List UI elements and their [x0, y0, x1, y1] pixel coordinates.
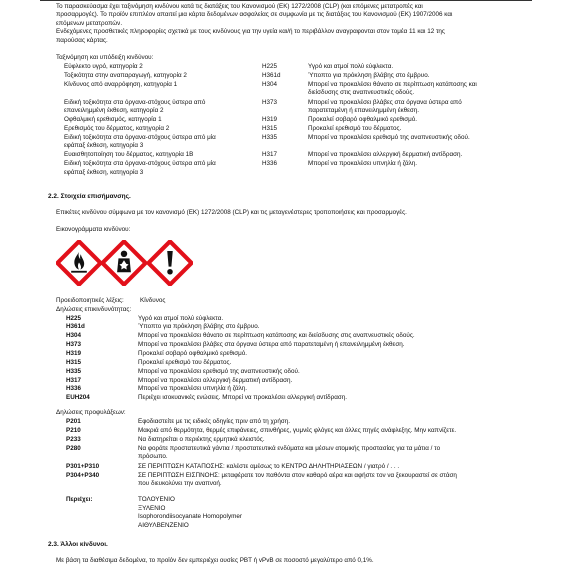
- table-row: [0, 72, 570, 80]
- table-row: [0, 107, 570, 115]
- contains-label: Περιέχει:: [66, 496, 93, 503]
- list-item: [0, 385, 570, 393]
- table-row: [0, 99, 570, 107]
- list-item: [0, 445, 570, 453]
- health-hazard-icon: [101, 240, 147, 286]
- table-row: [0, 160, 570, 168]
- other-hazards-text: Με βάση τα διαθέσιμα δεδομένα, το προϊόν δεν εμπεριέχει ουσίες PBT ή vPvB σε ποσοστό μεγαλύτερο από 0,1%.: [56, 557, 374, 564]
- classification-heading: Ταξινόμηση και υπόδειξη κινδύνου:: [56, 54, 154, 61]
- list-item: [0, 315, 570, 323]
- hazard-text: Μπορεί να προκαλέσει υπνηλία ή ζάλη.: [308, 160, 418, 167]
- hazard-text: Μπορεί να προκαλέσει υπνηλία ή ζάλη.: [138, 385, 248, 392]
- category-text: Ειδική τοξικότητα στα όργανα-στόχους ύστερα από μία: [64, 160, 216, 167]
- hazard-code: H317: [66, 377, 82, 384]
- precaution-code: P304+P340: [66, 472, 100, 479]
- category-text: Ειδική τοξικότητα στα όργανα-στόχους ύστερα από: [64, 99, 206, 106]
- signal-word-label: Προειδοποιητικές λέξεις:: [56, 297, 124, 304]
- precaution-text: ΣΕ ΠΕΡΙΠΤΩΣΗ ΚΑΤΑΠΟΣΗΣ: καλέστε αμέσως το ΚΕΝΤΡΟ ΔΗΛΗΤΗΡΙΑΣΕΩΝ / γιατρό / . . .: [138, 463, 400, 470]
- hazard-code: H304: [262, 81, 278, 88]
- precaution-text: Μακριά από θερμότητα, θερμές επιφάνειες, σπινθήρες, γυμνές φλόγες και άλλες πηγές ανάφλεξης. Μην καπνίζετε.: [138, 427, 457, 434]
- hazard-text: Προκαλεί ερεθισμό του δέρματος.: [138, 359, 232, 366]
- category-text: Οφθαλμική ερεθισμός, κατηγορία 1: [64, 116, 162, 123]
- hazard-text: Μπορεί να προκαλέσει αλλεργική δερματική αντίδραση.: [308, 151, 463, 158]
- precaution-text: Εφοδιαστείτε με τις ειδικές οδηγίες πριν από τη χρήση.: [138, 418, 291, 425]
- table-row: [0, 134, 570, 142]
- category-text: Εύφλεκτο υγρό, κατηγορία 2: [64, 63, 143, 70]
- exclamation-icon: [147, 240, 193, 286]
- hazard-text: Προκαλεί σοβαρό οφθαλμικό ερεθισμό.: [308, 116, 418, 123]
- precaution-text: Να διατηρείται ο περιέκτης ερμητικά κλειστός.: [138, 436, 265, 443]
- hazard-text: Ύποπτο για πρόκληση βλάβης στο έμβρυο.: [138, 323, 260, 330]
- hazard-code: H304: [66, 332, 82, 339]
- table-row: [0, 116, 570, 124]
- hazard-code: H225: [262, 63, 278, 70]
- labelling-intro: Επικέτες κινδύνου σύμφωνα με τον κανονισμό (ΕΚ) 1272/2008 (CLP) και τις μεταγενέστερες τροποποιήσεις και προσαρμογές.: [56, 209, 407, 216]
- hazard-code: H225: [66, 315, 82, 322]
- list-item: [0, 323, 570, 331]
- category-text: εφάπαξ έκθεση, κατηγορία 3: [64, 142, 144, 149]
- hazard-text: Μπορεί να προκαλέσει βλάβες στα όργανα ύστερα από: [308, 99, 462, 106]
- hazard-code: H361d: [66, 323, 85, 330]
- table-row: [0, 169, 570, 177]
- category-text: Τοξικότητα στην αναπαραγωγή, κατηγορία 2: [64, 72, 187, 79]
- top-rule: [40, 0, 532, 1]
- section-2-3-title: 2.3. Άλλοι κίνδυνοι.: [48, 541, 108, 548]
- precaution-code: P201: [66, 418, 81, 425]
- list-item: [0, 463, 570, 471]
- category-text: Ερεθισμός του δέρματος, κατηγορία 2: [64, 125, 170, 132]
- table-row: [0, 125, 570, 133]
- precaution-code: P301+P310: [66, 463, 100, 470]
- list-item: [0, 341, 570, 349]
- list-item: [0, 368, 570, 376]
- hazard-code: H373: [66, 341, 82, 348]
- hazard-code: EUH204: [66, 394, 90, 401]
- list-item: [0, 427, 570, 435]
- precaution-text: Να φοράτε προστατευτικά γάντια / προστατευτικά ενδύματα και μέσων ατομικής προστασίας για τα μάτια / το: [138, 445, 441, 452]
- pictograms-label: Εικονογράμματα κινδύνου:: [56, 226, 131, 233]
- precaution-text: που διευκολύνει την αναπνοή.: [138, 480, 222, 487]
- hazard-code: H317: [262, 151, 278, 158]
- table-row: [0, 142, 570, 150]
- list-item: [0, 359, 570, 367]
- hazard-text: Μπορεί να προκαλέσει βλάβες στα όργανα ύστερα από παρατεταμένη ή επανειλημμένη έκθεση.: [138, 341, 405, 348]
- intro-line: Ενδεχόμενες προσθετικές πληροφορίες σχετικά με τους κινδύνους για την υγεία και/ή το περιβάλλον αναγραφονται στον τομέα 11 και 12 της: [56, 28, 445, 36]
- list-item: [0, 332, 570, 340]
- hazard-text: Μπορεί να προκαλέσει ερεθισμό της αναπνευστικής οδού.: [308, 134, 470, 141]
- precaution-text: ΣΕ ΠΕΡΙΠΤΩΣΗ ΕΙΣΠΝΟΗΣ: μεταφέρατε τον παθόντα στον καθαρό αέρα και αφήστε τον να ξεκουραστεί σε στάση: [138, 472, 457, 479]
- list-item: [0, 472, 570, 480]
- hazard-code: H315: [262, 125, 278, 132]
- category-text: Κίνδυνος από αναρρόφηση, κατηγορία 1: [64, 81, 178, 88]
- hazard-code: H335: [262, 134, 278, 141]
- intro-line: επόμενων μετατροπών.: [56, 19, 123, 27]
- hazard-code: H361d: [262, 72, 281, 79]
- flame-icon: [56, 240, 102, 286]
- table-row: [0, 81, 570, 89]
- category-text: Ευαισθητοποίηση του δέρματος, κατηγορία 1B: [64, 151, 194, 158]
- list-item: [0, 418, 570, 426]
- hazard-text: Προκαλεί σοβαρό οφθαλμικό ερεθισμό.: [138, 350, 248, 357]
- signal-word: Κίνδυνος: [140, 297, 166, 304]
- ingredient: Isophorondiisocyanate Homopolymer: [138, 513, 242, 520]
- ingredient: ΞΥΛΕΝΙΟ: [138, 505, 166, 512]
- hazard-text: Προκαλεί ερεθισμό του δέρματος.: [308, 125, 402, 132]
- category-text: εφάπαξ έκθεση, κατηγορία 3: [64, 169, 144, 176]
- hazard-text: Υγρό και ατμοί πολύ εύφλεκτα.: [308, 63, 394, 70]
- intro-line: προσαρμογές). Το προϊόν επιπλέον απαιτεί μια κάρτα δεδομένων ασφαλείας σε συμφωνία με τις διατάξεις του Κανονισμού (ΕΚ) 1907/2006 και: [56, 11, 453, 19]
- list-item: [0, 350, 570, 358]
- hazard-text: Υγρό και ατμοί πολύ εύφλεκτα.: [138, 315, 224, 322]
- hazard-code: H336: [262, 160, 278, 167]
- list-item: [0, 453, 570, 461]
- precaution-code: P233: [66, 436, 81, 443]
- precaution-code: P210: [66, 427, 81, 434]
- intro-line: παρούσας κάρτας.: [56, 36, 108, 44]
- table-row: [0, 63, 570, 71]
- hazard-code: H319: [66, 350, 82, 357]
- table-row: [0, 151, 570, 159]
- hazard-code: H335: [66, 368, 82, 375]
- hazard-statements-heading: Δηλώσεις επικινδυνότητας:: [56, 306, 132, 313]
- precautionary-statements-heading: Δηλώσεις προφυλάξεων:: [56, 409, 126, 416]
- hazard-code: H315: [66, 359, 82, 366]
- table-row: [0, 89, 570, 97]
- hazard-code: H336: [66, 385, 82, 392]
- hazard-text: διείσδυσης στις αναπνευστικές οδούς.: [308, 89, 415, 96]
- hazard-text: παρατεταμένη ή επανειλημμένη έκθεση.: [308, 107, 420, 114]
- hazard-text: Μπορεί να προκαλέσει ερεθισμό της αναπνευστικής οδού.: [138, 368, 300, 375]
- list-item: [0, 480, 570, 488]
- hazard-text: Ύποπτο για πρόκληση βλάβης στο έμβρυο.: [308, 72, 430, 79]
- list-item: [0, 436, 570, 444]
- category-text: Ειδική τοξικότητα στα όργανα-στόχους ύστερα από μία: [64, 134, 216, 141]
- list-item: [0, 394, 570, 402]
- hazard-text: Μπορεί να προκαλέσει αλλεργική δερματική αντίδραση.: [138, 377, 293, 384]
- category-text: επανειλημμένη έκθεση, κατηγορία 2: [64, 107, 164, 114]
- intro-line: Το παρασκεύασμα έχει ταξινόμηση κινδύνου κατά τις διατάξεις του Κανονισμού (ΕΚ) 1272/2008 (CLP) (και επόμενες μετατροπές και: [56, 3, 423, 10]
- ingredient: ΤΟΛΟΥΕΝΙΟ: [138, 496, 175, 503]
- section-2-2-title: 2.2. Στοιχεία επισήμανσης.: [48, 193, 131, 200]
- list-item: [0, 377, 570, 385]
- hazard-text: Μπορεί να προκαλέσει θάνατο σε περίπτωση κατάποσης και: [308, 81, 477, 88]
- ingredient: ΑΙΘΥΛΒΕΝΖΕΝΙΟ: [138, 522, 189, 529]
- hazard-code: H373: [262, 99, 278, 106]
- hazard-text: Περιέχει ισοκυανικές ενώσεις. Μπορεί να προκαλέσει αλλεργική αντίδραση.: [138, 394, 348, 401]
- precaution-code: P280: [66, 445, 81, 452]
- intro-paragraph: [56, 3, 526, 45]
- precaution-text: πρόσωπο.: [138, 453, 168, 460]
- hazard-text: Μπορεί να προκαλέσει θάνατο σε περίπτωση κατάποσης και διείσδυσης στις αναπνευστικές οδούς.: [138, 332, 415, 339]
- hazard-code: H319: [262, 116, 278, 123]
